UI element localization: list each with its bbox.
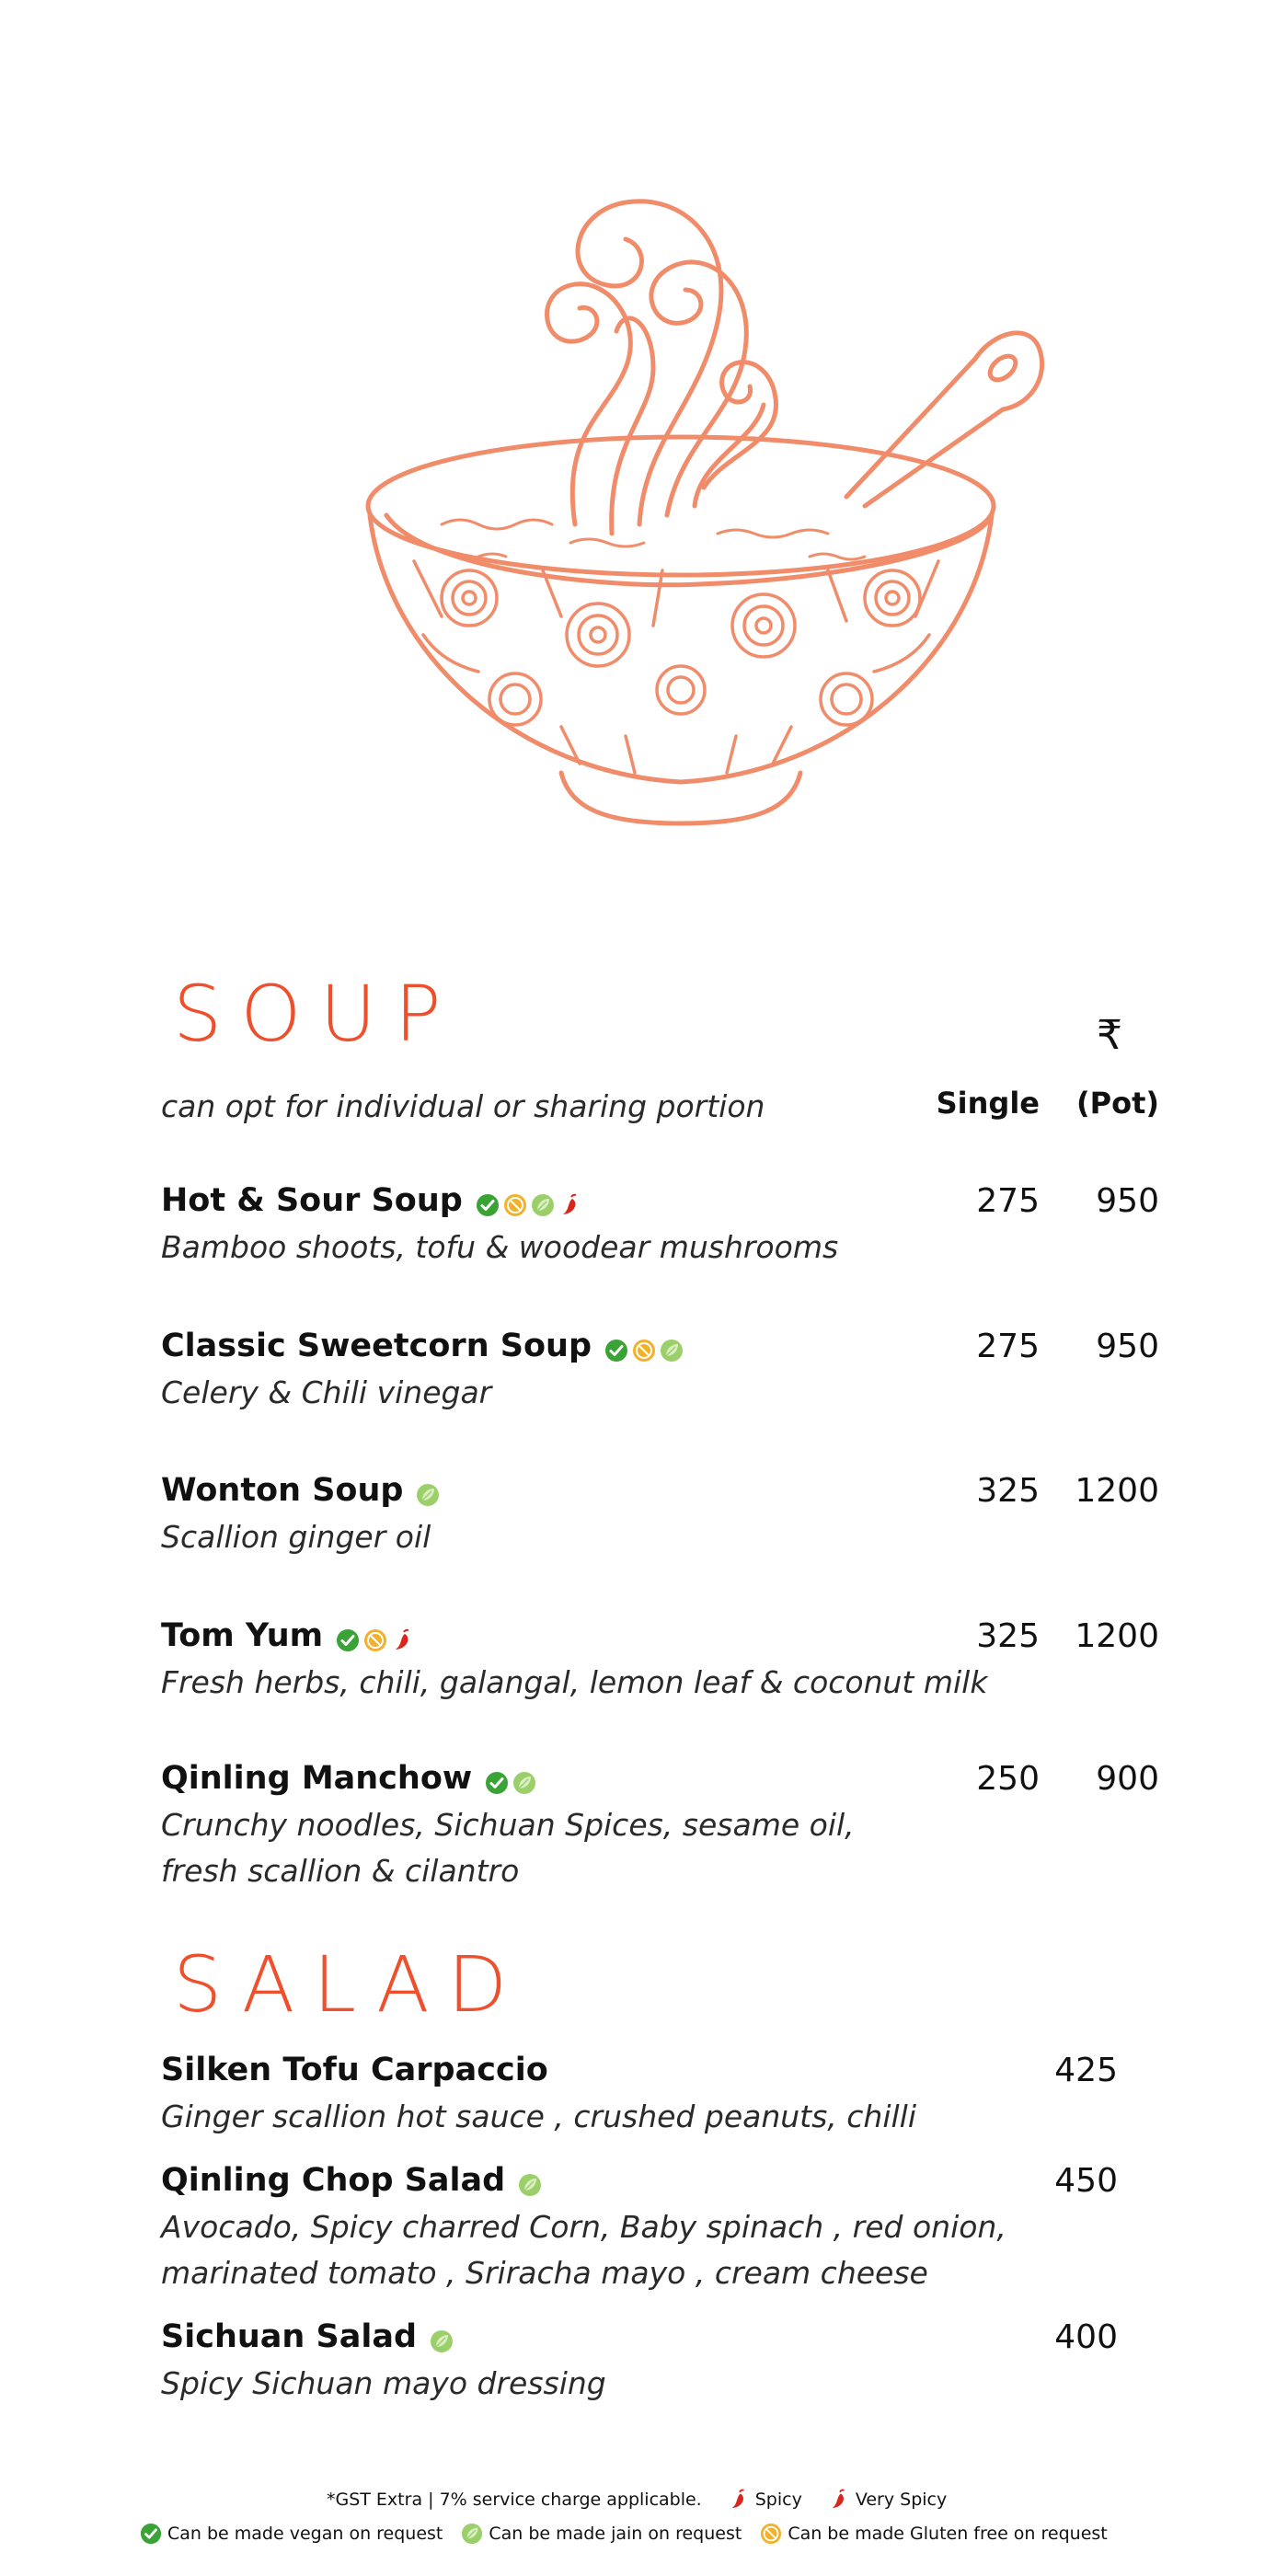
dietary-badges [476, 1189, 582, 1213]
price-pot: 1200 [1075, 1472, 1159, 1510]
item-description: Bamboo shoots, tofu & woodear mushrooms [161, 1229, 839, 1265]
chili-icon [391, 1624, 415, 1648]
footer-notes-line-1 [327, 2489, 947, 2511]
item-name [161, 2162, 542, 2199]
dietary-badges [336, 1624, 415, 1648]
jain-leaf-icon [430, 2325, 454, 2349]
vegan-check-icon [604, 1334, 628, 1358]
dietary-badges [604, 1334, 684, 1358]
vegan-check-icon [476, 1189, 500, 1213]
jain-leaf-icon [512, 1766, 536, 1790]
chili-icon [558, 1189, 582, 1213]
dietary-badges [485, 1766, 536, 1790]
currency-symbol: ₹ [1097, 1012, 1122, 1059]
price-pot: 1200 [1075, 1617, 1159, 1655]
item-name [161, 1760, 536, 1797]
soup-subtitle: can opt for individual or sharing portion [161, 1088, 765, 1124]
gluten-free-icon [503, 1189, 527, 1213]
jain-leaf-icon [518, 2168, 542, 2192]
item-name [161, 1328, 684, 1364]
price-single: 325 [976, 1472, 1040, 1510]
dietary-badges [416, 1478, 440, 1502]
item-description: Scallion ginger oil [161, 1519, 431, 1555]
jain-leaf-icon [531, 1189, 555, 1213]
price-single: 275 [976, 1328, 1040, 1365]
gluten-free-icon [760, 2523, 782, 2545]
price: 425 [1054, 2052, 1118, 2089]
item-name [161, 2318, 454, 2355]
item-description: Celery & Chili vinegar [161, 1374, 492, 1410]
item-description: Avocado, Spicy charred Corn, Baby spinach , red onion, [161, 2209, 1006, 2245]
gluten-free-icon [363, 1624, 387, 1648]
salad-section-title: SALAD [173, 1939, 526, 2030]
jain-leaf-icon [416, 1478, 440, 1502]
item-name-text: Wonton Soup [161, 1472, 404, 1509]
item-name-text: Qinling Chop Salad [161, 2162, 506, 2199]
price-single: 275 [976, 1182, 1040, 1220]
jain-leaf-icon [461, 2523, 483, 2545]
item-name [161, 2052, 548, 2088]
item-name-text: Hot & Sour Soup [161, 1182, 463, 1219]
item-name [161, 1472, 440, 1509]
gst-note: *GST Extra | 7% service charge applicable. [327, 2490, 702, 2510]
price-single: 250 [976, 1760, 1040, 1798]
very-spicy-legend-label: Very Spicy [855, 2490, 948, 2510]
item-description: Fresh herbs, chili, galangal, lemon leaf & coconut milk [161, 1664, 988, 1700]
item-description: Crunchy noodles, Sichuan Spices, sesame oil, [161, 1807, 855, 1843]
soup-section-title: SOUP [173, 969, 460, 1059]
double-chili-icon [828, 2489, 850, 2511]
vegan-check-icon [336, 1624, 360, 1648]
price: 450 [1054, 2162, 1118, 2200]
item-description: Spicy Sichuan mayo dressing [161, 2365, 606, 2401]
dietary-badges [518, 2168, 542, 2192]
vegan-check-icon [140, 2523, 162, 2545]
item-name-text: Silken Tofu Carpaccio [161, 2052, 548, 2088]
price-pot: 900 [1096, 1760, 1159, 1798]
item-description: Ginger scallion hot sauce , crushed peanuts, chilli [161, 2099, 917, 2134]
soup-bowl-illustration [331, 138, 1049, 837]
dietary-badges [430, 2325, 454, 2349]
price-pot: 950 [1096, 1182, 1159, 1220]
price: 400 [1054, 2318, 1118, 2356]
price-single: 325 [976, 1617, 1040, 1655]
item-description: fresh scallion & cilantro [161, 1853, 520, 1889]
chili-icon [728, 2489, 750, 2511]
column-header-single: Single [936, 1086, 1040, 1121]
vegan-check-icon [485, 1766, 509, 1790]
item-name-text: Classic Sweetcorn Soup [161, 1328, 592, 1364]
spicy-legend-label: Spicy [754, 2490, 802, 2510]
jain-legend-label: Can be made jain on request [489, 2524, 742, 2544]
price-pot: 950 [1096, 1328, 1159, 1365]
footer-notes-line-2 [140, 2523, 1108, 2545]
item-name [161, 1182, 582, 1219]
item-description: marinated tomato , Sriracha mayo , cream cheese [161, 2255, 928, 2291]
item-name [161, 1617, 415, 1654]
gluten-free-icon [632, 1334, 656, 1358]
item-name-text: Sichuan Salad [161, 2318, 418, 2355]
item-name-text: Tom Yum [161, 1617, 324, 1654]
item-name-text: Qinling Manchow [161, 1760, 473, 1797]
gluten-free-legend-label: Can be made Gluten free on request [788, 2524, 1108, 2544]
jain-leaf-icon [660, 1334, 684, 1358]
column-header-pot: (Pot) [1076, 1086, 1159, 1121]
vegan-legend-label: Can be made vegan on request [167, 2524, 443, 2544]
